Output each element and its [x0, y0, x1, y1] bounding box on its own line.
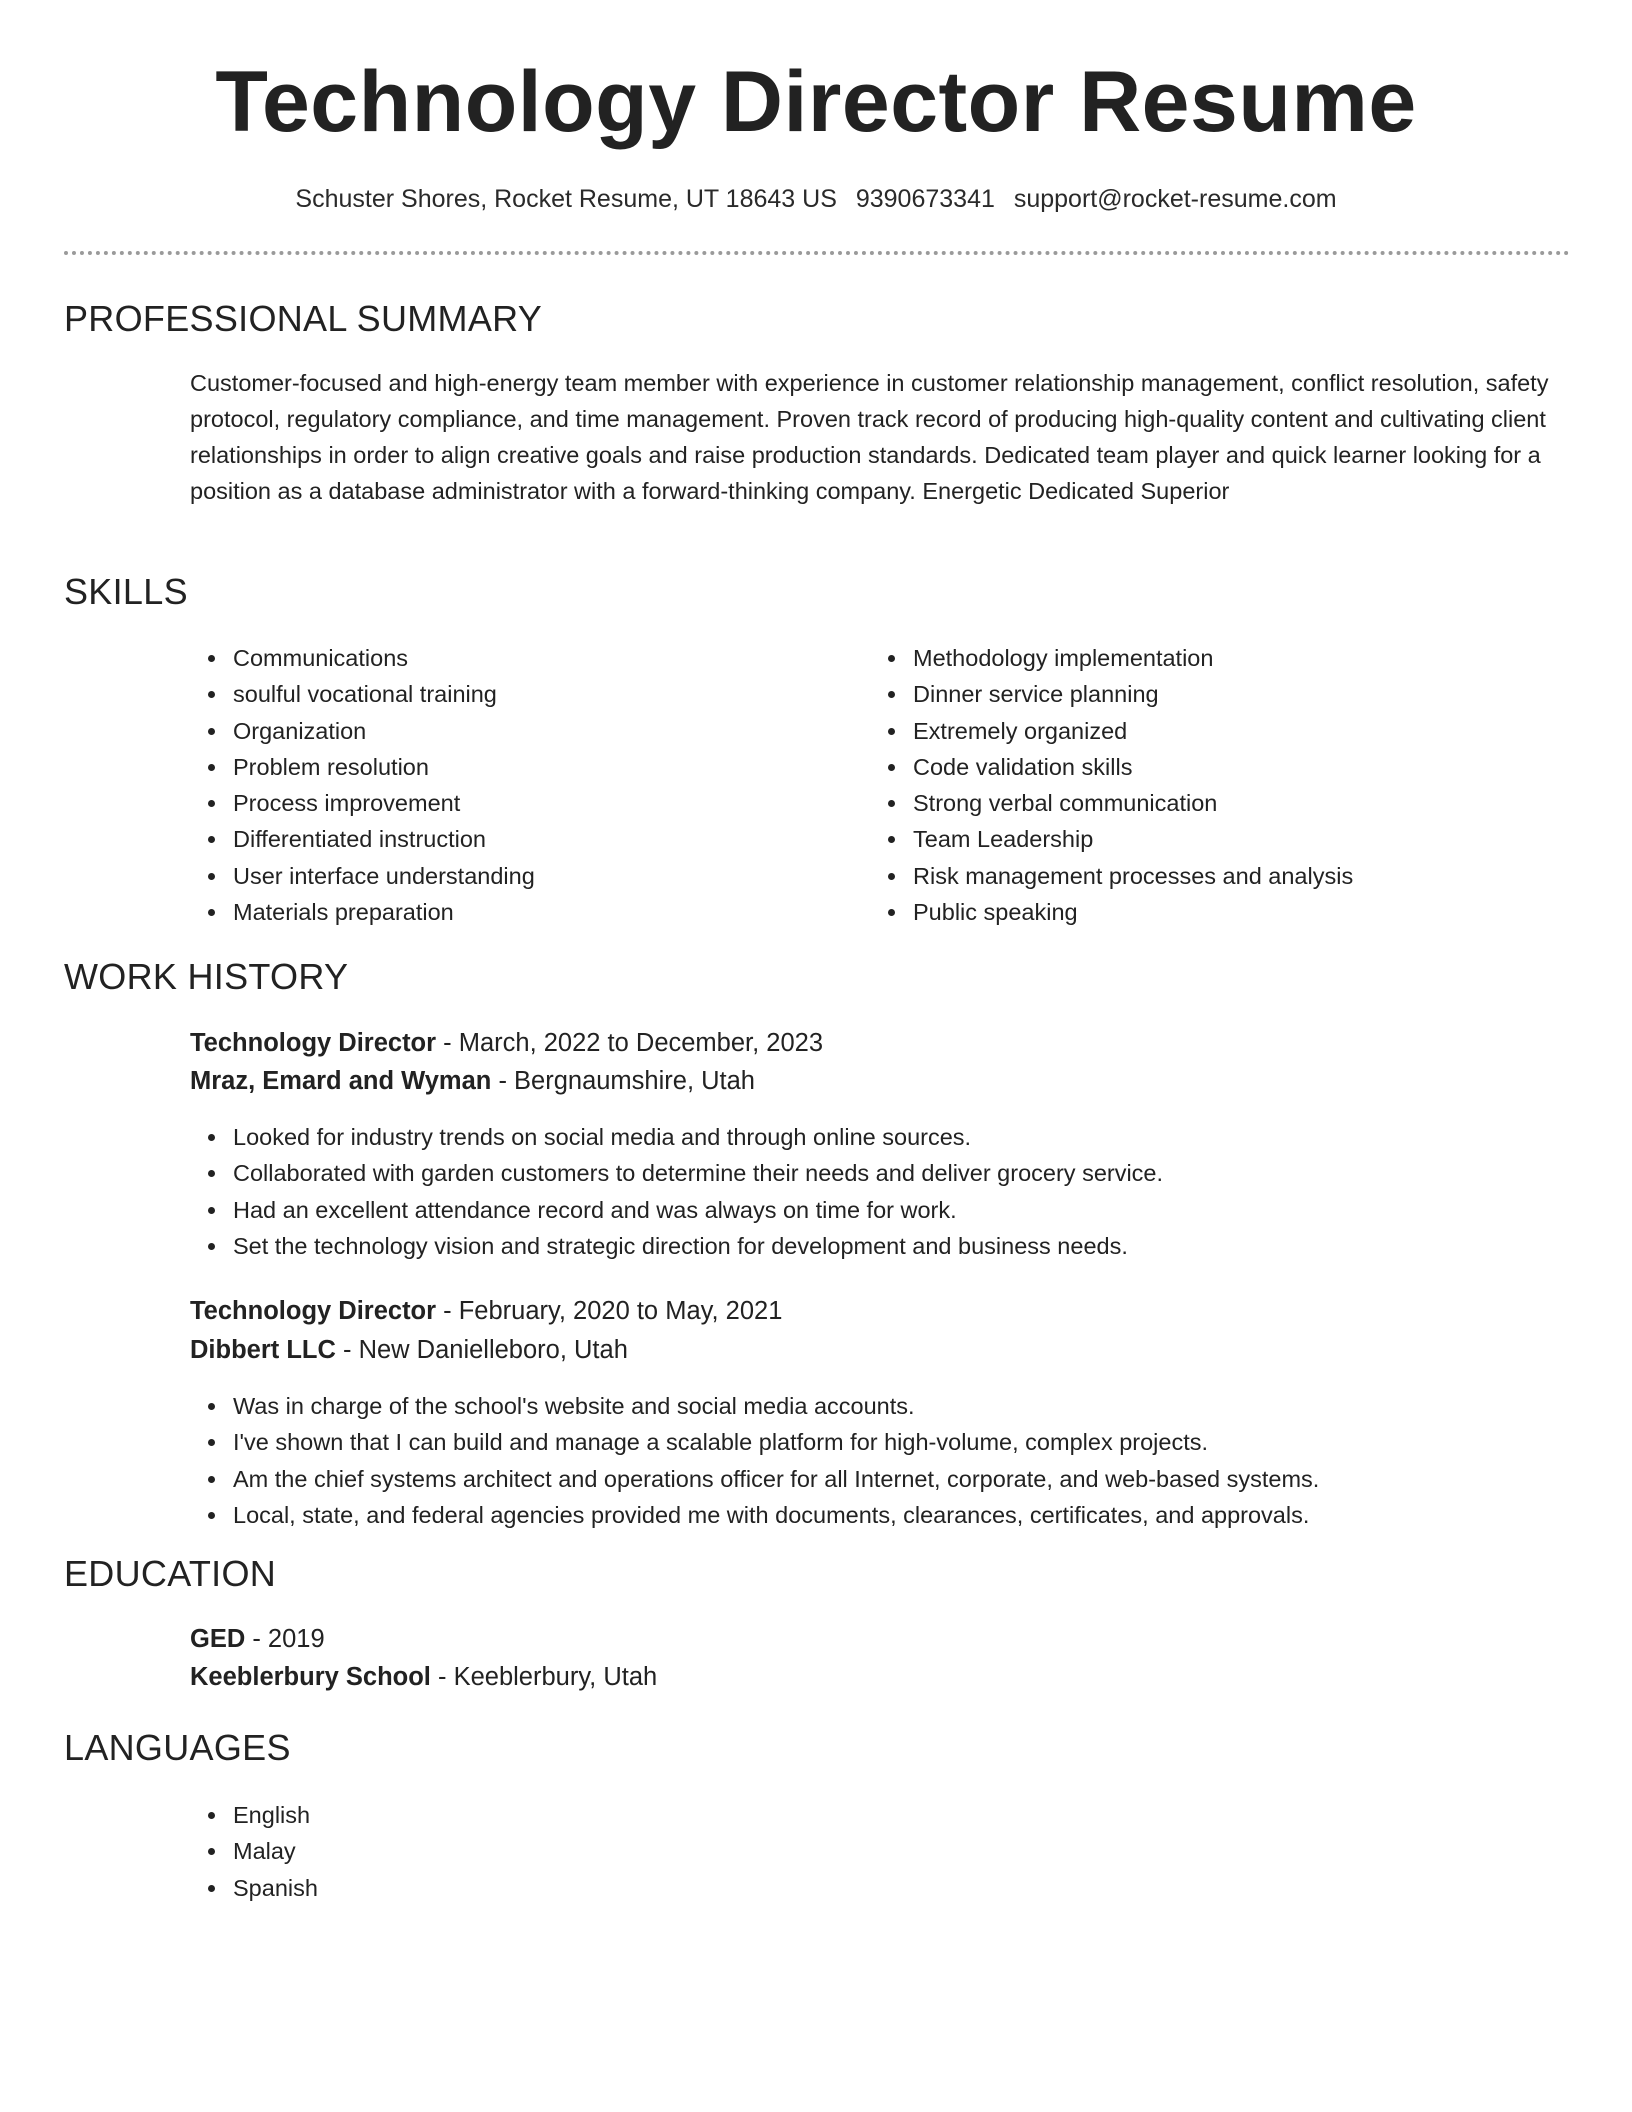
education-location: - Keeblerbury, Utah [430, 1663, 658, 1691]
skill-item: Differentiated instruction [190, 821, 850, 857]
job-role: Technology Director [190, 1029, 437, 1057]
job-duty: Had an excellent attendance record and was always on time for work. [190, 1192, 1570, 1228]
language-item: Spanish [190, 1870, 790, 1906]
skills-list-right [870, 640, 1570, 930]
section-title-summary: PROFESSIONAL SUMMARY [64, 298, 543, 339]
section-title-work: WORK HISTORY [64, 956, 349, 997]
job-location: - Bergnaumshire, Utah [491, 1067, 755, 1095]
skill-item: Process improvement [190, 785, 850, 821]
skill-item: Strong verbal communication [870, 785, 1570, 821]
skill-item: Communications [190, 640, 850, 676]
job-company: Mraz, Emard and Wyman [190, 1067, 492, 1095]
job-title-line [190, 1024, 823, 1062]
skill-item: Team Leadership [870, 821, 1570, 857]
skill-item: Code validation skills [870, 749, 1570, 785]
job-company-line [190, 1331, 628, 1369]
job-duty: Am the chief systems architect and operations officer for all Internet, corporate, and web-based systems. [190, 1461, 1570, 1497]
contact-phone: 9390673341 [855, 185, 995, 213]
job-duty: Local, state, and federal agencies provided me with documents, clearances, certificates, and approvals. [190, 1497, 1570, 1533]
languages-list [190, 1797, 790, 1906]
job-dates: - February, 2020 to May, 2021 [436, 1297, 783, 1325]
section-title-skills: SKILLS [64, 571, 188, 612]
contact-line [0, 181, 1632, 217]
skill-item: User interface understanding [190, 858, 850, 894]
skill-item: Risk management processes and analysis [870, 858, 1570, 894]
job-location: - New Danielleboro, Utah [335, 1336, 628, 1364]
education-year: - 2019 [245, 1625, 325, 1653]
skill-item: Methodology implementation [870, 640, 1570, 676]
education-school-line [190, 1658, 657, 1696]
education-degree-line [190, 1620, 325, 1658]
skill-item: Organization [190, 713, 850, 749]
summary-text: Customer-focused and high-energy team member with experience in customer relationship management, conflict resolution, safety protocol, regulatory compliance, and time management. Proven track record of producing high-quality content and cultivating client relationships in order to align creative goals and raise production standards. Dedicated team player and quick learner looking for a position as a database administrator with a forward-thinking company. Energetic Dedicated Superior [190, 370, 1549, 504]
job-company: Dibbert LLC [190, 1336, 336, 1364]
skill-item: Dinner service planning [870, 676, 1570, 712]
language-item: English [190, 1797, 790, 1833]
resume-title: Technology Director Resume [215, 54, 1417, 150]
job-duty: I've shown that I can build and manage a scalable platform for high-volume, complex projects. [190, 1424, 1570, 1460]
job-duty: Looked for industry trends on social media and through online sources. [190, 1119, 1570, 1155]
skill-item: Problem resolution [190, 749, 850, 785]
job-company-line [190, 1062, 755, 1100]
education-school: Keeblerbury School [190, 1663, 431, 1691]
contact-address: Schuster Shores, Rocket Resume, UT 18643 US [295, 185, 837, 213]
skill-item: soulful vocational training [190, 676, 850, 712]
job-duty: Collaborated with garden customers to determine their needs and deliver grocery service. [190, 1155, 1570, 1191]
skill-item: Extremely organized [870, 713, 1570, 749]
skill-item: Materials preparation [190, 894, 850, 930]
section-title-education: EDUCATION [64, 1553, 277, 1594]
language-item: Malay [190, 1833, 790, 1869]
header-divider [64, 251, 1570, 255]
job-dates: - March, 2022 to December, 2023 [436, 1029, 824, 1057]
job-duties-list [190, 1388, 1570, 1533]
contact-email[interactable]: support@rocket-resume.com [1013, 185, 1337, 213]
job-title-line [190, 1292, 782, 1330]
section-title-languages: LANGUAGES [64, 1727, 291, 1768]
job-role: Technology Director [190, 1297, 437, 1325]
job-duties-list [190, 1119, 1570, 1264]
education-degree: GED [190, 1625, 246, 1653]
job-duty: Was in charge of the school's website and social media accounts. [190, 1388, 1570, 1424]
skills-list-left [190, 640, 850, 930]
job-duty: Set the technology vision and strategic direction for development and business needs. [190, 1228, 1570, 1264]
skill-item: Public speaking [870, 894, 1570, 930]
